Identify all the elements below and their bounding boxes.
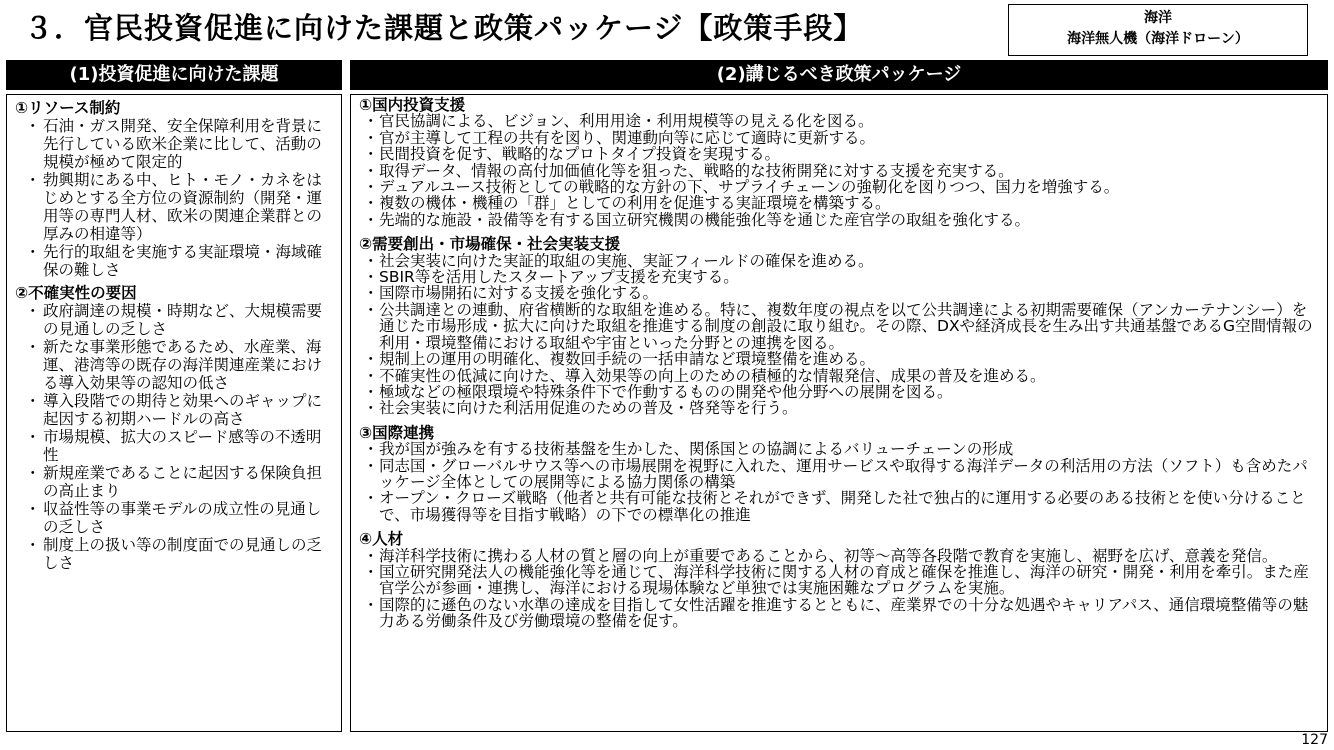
section-title: ①リソース制約 bbox=[15, 99, 121, 117]
bullet-list bbox=[359, 113, 1319, 228]
page-number: 127 bbox=[1301, 732, 1328, 748]
list-item: ・ 公共調達との連動、府省横断的な取組を進める。特に、複数年度の視点を以て公共調達による初期需要確保（アンカーテナンシー）を通じた市場形成・拡大に向けた取組を推進する制度の創設に取り組む。その際、DXや経済成長を生み出す共通基盤であるG空間情報の利用・環境整備における取組や宇宙といった分野との連携を図る。 bbox=[359, 302, 1319, 351]
list-item: ・ 社会実装に向けた実証的取組の実施、実証フィールドの確保を進める。 bbox=[359, 253, 1319, 269]
list-item: ・ 民間投資を促す、戦略的なプロトタイプ投資を実現する。 bbox=[359, 146, 1319, 162]
list-item: ・ 政府調達の規模・時期など、大規模需要の見通しの乏しさ bbox=[15, 302, 333, 338]
list-item: ・ 収益性等の事業モデルの成立性の見通しの乏しさ bbox=[15, 500, 333, 536]
list-item: ・ 海洋科学技術に携わる人材の質と層の向上が重要であることから、初等～高等各段階で教育を実施し、裾野を広げ、意義を発信。 bbox=[359, 548, 1319, 564]
list-item: ・ オープン・クローズ戦略（他者と共有可能な技術とそれができず、開発した社で独占的に運用する必要のある技術とを使い分けることで、市場獲得等を目指す戦略）の下での標準化の推進 bbox=[359, 490, 1319, 523]
bullet-list bbox=[15, 117, 333, 279]
topic-tag-line1: 海洋 bbox=[1144, 10, 1172, 26]
topic-tag-box bbox=[1008, 4, 1308, 56]
issues-panel bbox=[6, 94, 342, 732]
list-item: ・ 官が主導して工程の共有を図り、関連動向等に応じて適時に更新する。 bbox=[359, 130, 1319, 146]
section-title: ④人材 bbox=[359, 530, 404, 549]
list-item: ・ 制度上の扱い等の制度面での見通しの乏しさ bbox=[15, 536, 333, 572]
list-item: ・ 取得データ、情報の高付加価値化等を狙った、戦略的な技術開発に対する支援を充実する。 bbox=[359, 163, 1319, 179]
section-title: ①国内投資支援 bbox=[359, 96, 466, 114]
list-item: ・ 官民協調による、ビジョン、利用用途・利用規模等の見える化を図る。 bbox=[359, 113, 1319, 129]
list-item: ・ 勃興期にある中、ヒト・モノ・カネをはじめとする全方位の資源制約（開発・運用等の専門人材、欧米の関連企業群との厚みの相違等） bbox=[15, 171, 333, 243]
list-item: ・ 我が国が強みを有する技術基盤を生かした、関係国との協調によるバリューチェーンの形成 bbox=[359, 441, 1319, 457]
list-item: ・ 複数の機体・機種の「群」としての利用を促進する実証環境を構築する。 bbox=[359, 195, 1319, 211]
list-item: ・ 国際的に遜色のない水準の達成を目指して女性活躍を推進するとともに、産業界での十分な処遇やキャリアパス、通信環境整備等の魅力ある労働条件及び労働環境の整備を促す。 bbox=[359, 597, 1319, 630]
section-title: ②不確実性の要因 bbox=[15, 284, 137, 302]
list-item: ・ 新たな事業形態であるため、水産業、海運、港湾等の既存の海洋関連産業における導入効果等の認知の低さ bbox=[15, 338, 333, 392]
left-column-header: (1)投資促進に向けた課題 bbox=[6, 60, 342, 90]
list-item: ・ 社会実装に向けた利活用促進のための普及・啓発等を行う。 bbox=[359, 400, 1319, 416]
section-title: ②需要創出・市場確保・社会実装支援 bbox=[359, 235, 621, 254]
list-item: ・ 新規産業であることに起因する保険負担の高止まり bbox=[15, 464, 333, 500]
list-item: ・ 規制上の運用の明確化、複数回手続の一括申請など環境整備を進める。 bbox=[359, 351, 1319, 367]
list-item: ・ 市場規模、拡大のスピード感等の不透明性 bbox=[15, 428, 333, 464]
list-item: ・ 国際市場開拓に対する支援を強化する。 bbox=[359, 285, 1319, 301]
bullet-list bbox=[359, 253, 1319, 417]
list-item: ・ 導入段階での期待と効果へのギャップに起因する初期ハードルの高さ bbox=[15, 392, 333, 428]
bullet-list bbox=[359, 441, 1319, 523]
page-title: ３．官民投資促進に向けた課題と政策パッケージ【政策手段】 bbox=[24, 11, 864, 45]
right-column-header: (2)講じるべき政策パッケージ bbox=[350, 60, 1328, 90]
list-item: ・ 国立研究開発法人の機能強化等を通じて、海洋科学技術に関する人材の育成と確保を推進し、海洋の研究・開発・利用を牽引。また産官学公が参画・連携し、海洋における現場体験など単独では実施困難なプログラムを実施。 bbox=[359, 564, 1319, 597]
topic-tag-line2: 海洋無人機（海洋ドローン） bbox=[1067, 31, 1249, 47]
list-item: ・ 極域などの極限環境や特殊条件下で作動するものの開発や他分野への展開を図る。 bbox=[359, 384, 1319, 400]
list-item: ・ SBIR等を活用したスタートアップ支援を充実する。 bbox=[359, 269, 1319, 285]
list-item: ・ 石油・ガス開発、安全保障利用を背景に先行している欧米企業に比して、活動の規模が極めて限定的 bbox=[15, 117, 333, 171]
list-item: ・ 不確実性の低減に向けた、導入効果等の向上のための積極的な情報発信、成果の普及を進める。 bbox=[359, 368, 1319, 384]
list-item: ・ デュアルユース技術としての戦略的な方針の下、サプライチェーンの強靭化を図りつつ、国力を増強する。 bbox=[359, 179, 1319, 195]
list-item: ・ 同志国・グローバルサウス等への市場展開を視野に入れた、運用サービスや取得する海洋データの利活用の方法（ソフト）も含めたパッケージ全体としての展開等による協力関係の構築 bbox=[359, 458, 1319, 491]
bullet-list bbox=[359, 548, 1319, 630]
bullet-list bbox=[15, 302, 333, 572]
section-title: ③国際連携 bbox=[359, 423, 435, 442]
list-item: ・ 先行的取組を実施する実証環境・海域確保の難しさ bbox=[15, 243, 333, 279]
policy-package-panel bbox=[350, 94, 1328, 732]
list-item: ・ 先端的な施設・設備等を有する国立研究機関の機能強化等を通じた産官学の取組を強化する。 bbox=[359, 212, 1319, 228]
